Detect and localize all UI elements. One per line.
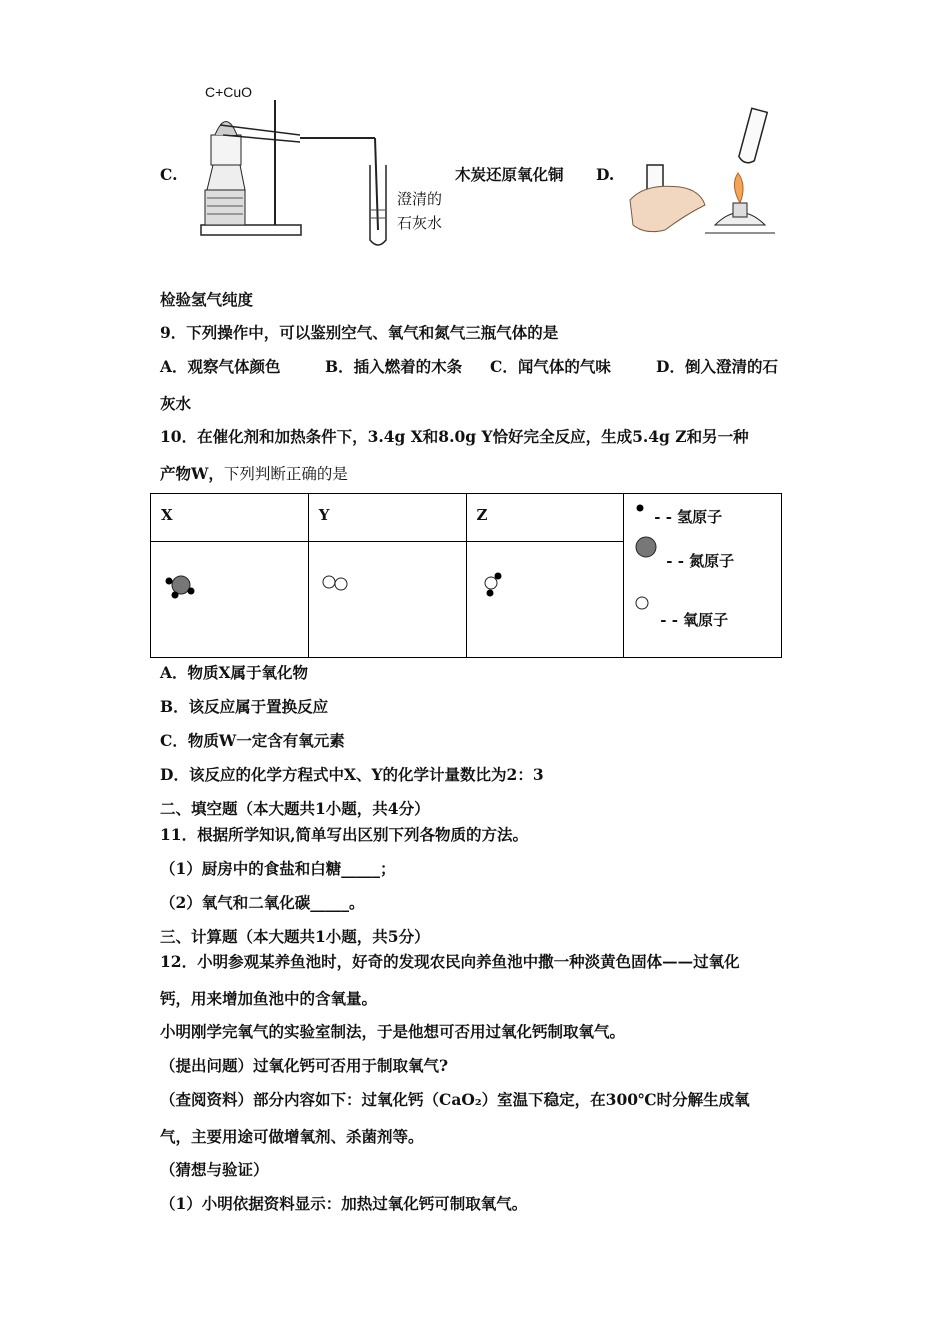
q12-line8: （1）小明依据资料显示：加热过氧化钙可制取氧气。: [160, 1194, 528, 1213]
q10-option-d: D．该反应的化学方程式中X、Y的化学计量数比为2：3: [160, 765, 544, 784]
q9-option-d-cont: 灰水: [160, 394, 192, 413]
header-y: Y: [308, 494, 466, 542]
figure-c-caption: 木炭还原氧化铜: [455, 165, 564, 184]
q9-option-b: B．插入燃着的木条: [325, 357, 463, 376]
q12-line1: 12．小明参观某养鱼池时，好奇的发现农民向养鱼池中撒一种淡黄色固体——过氧化: [160, 952, 740, 971]
formula-label: C+CuO: [205, 84, 253, 100]
q11-part1: （1）厨房中的食盐和白糖_____；: [160, 859, 396, 878]
q9-stem: 9．下列操作中，可以鉴别空气、氧气和氮气三瓶气体的是: [160, 323, 559, 342]
hydrogen-purity-test-drawing: [625, 105, 785, 245]
molecule-x: [159, 567, 209, 607]
q10-option-a: A．物质X属于氧化物: [160, 663, 309, 682]
option-d-label: D.: [596, 165, 615, 184]
legend-oxygen: - - 氧原子: [660, 611, 729, 629]
section2-title: 二、填空题（本大题共1小题，共4分）: [160, 799, 430, 818]
molecule-x-cell: [151, 542, 309, 658]
molecule-z-cell: [466, 542, 624, 658]
hydrogen-atom-icon: [637, 505, 644, 512]
q10-stem-2-bold: 产物W，: [160, 464, 224, 483]
q12-line2: 钙，用来增加鱼池中的含氧量。: [160, 989, 378, 1008]
nitrogen-atom-icon: [636, 537, 656, 557]
legend-hydrogen: - - 氢原子: [654, 508, 723, 526]
molecule-z: [475, 567, 525, 607]
q9-option-a: A．观察气体颜色: [160, 357, 281, 376]
q9-option-c: C．闻气体的气味: [490, 357, 611, 376]
molecule-table: [150, 493, 782, 658]
q12-line7: （猜想与验证）: [160, 1160, 269, 1179]
header-z: Z: [466, 494, 624, 542]
q11-stem: 11．根据所学知识,简单写出区别下列各物质的方法。: [160, 825, 528, 844]
q10-stem-2: [160, 464, 348, 484]
molecule-y-cell: [308, 542, 466, 658]
q12-line6: 气，主要用途可做增氧剂、杀菌剂等。: [160, 1127, 424, 1146]
legend-nitrogen: - - 氮原子: [666, 552, 735, 570]
q10-stem-1: 10．在催化剂和加热条件下，3.4g X和8.0g Y恰好完全反应，生成5.4g Z和另一种: [160, 427, 749, 446]
figure-d-caption: 检验氢气纯度: [160, 290, 254, 309]
header-x: X: [151, 494, 309, 542]
q12-line3: 小明刚学完氧气的实验室制法，于是他想可否用过氧化钙制取氧气。: [160, 1022, 626, 1041]
tube-label-1: 澄清的: [397, 191, 443, 208]
q12-line4: （提出问题）过氧化钙可否用于制取氧气?: [160, 1056, 449, 1075]
q9-option-d: D．倒入澄清的石: [656, 357, 778, 376]
tube-label-2: 石灰水: [397, 215, 443, 232]
legend-cell: [624, 494, 782, 658]
charcoal-reduction-apparatus: [195, 80, 465, 255]
oxygen-atom-icon: [636, 597, 648, 609]
q10-option-c: C．物质W一定含有氧元素: [160, 731, 345, 750]
q10-stem-2-rest: 下列判断正确的是: [223, 465, 348, 483]
q11-part2: （2）氧气和二氧化碳_____。: [160, 893, 365, 912]
q12-line5: （查阅资料）部分内容如下：过氧化钙（CaO₂）室温下稳定，在300℃时分解生成氧: [160, 1090, 750, 1109]
option-c-label: C.: [160, 165, 178, 184]
section3-title: 三、计算题（本大题共1小题，共5分）: [160, 927, 430, 946]
molecule-y: [317, 567, 367, 607]
q10-option-b: B．该反应属于置换反应: [160, 697, 329, 716]
